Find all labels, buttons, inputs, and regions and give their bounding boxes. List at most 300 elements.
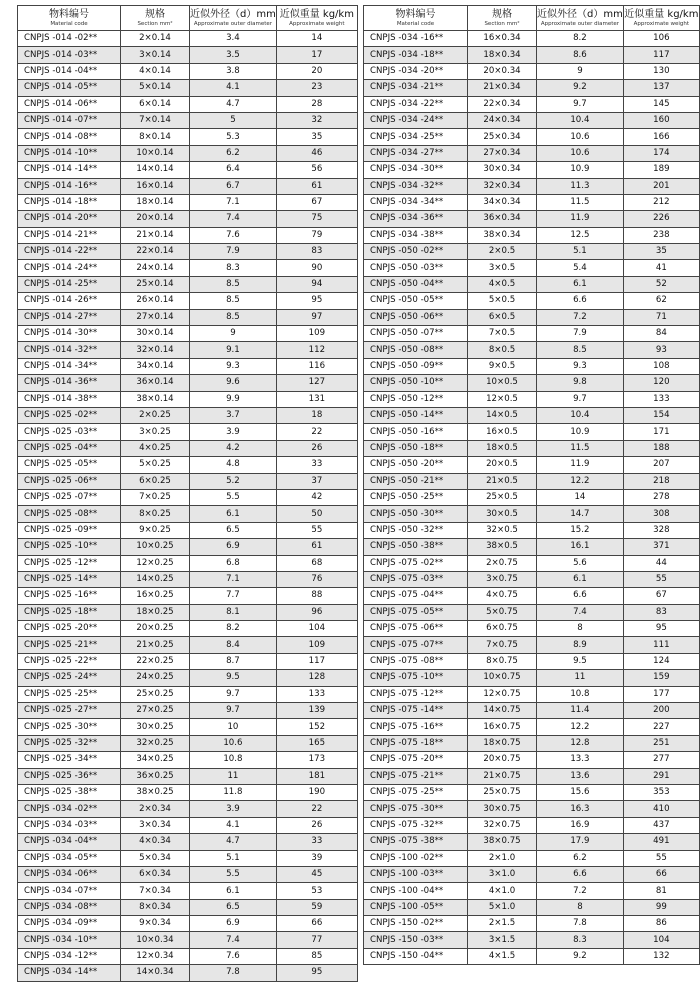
cell-weight: 371 [623, 539, 699, 555]
cell-outer-diameter: 14 [537, 489, 624, 505]
cell-outer-diameter: 11.3 [537, 178, 624, 194]
cell-section: 32×0.5 [468, 522, 537, 538]
table-row [18, 866, 358, 882]
table-row [18, 752, 358, 768]
cell-material-code: CNPJS -050 -07** [364, 326, 468, 342]
cell-outer-diameter: 8.2 [190, 621, 277, 637]
cell-section: 20×0.75 [468, 752, 537, 768]
cell-weight: 124 [623, 653, 699, 669]
cell-weight: 112 [276, 342, 357, 358]
cell-outer-diameter: 6.1 [190, 506, 277, 522]
table-row [364, 670, 700, 686]
cell-weight: 93 [623, 342, 699, 358]
cell-outer-diameter: 8.7 [190, 653, 277, 669]
cell-section: 4×0.34 [121, 834, 190, 850]
cell-section: 16×0.14 [121, 178, 190, 194]
cell-section: 32×0.75 [468, 817, 537, 833]
cell-weight: 41 [623, 260, 699, 276]
cell-outer-diameter: 10.4 [537, 112, 624, 128]
cell-outer-diameter: 10.6 [190, 735, 277, 751]
cell-outer-diameter: 7.1 [190, 194, 277, 210]
cell-material-code: CNPJS -050 -03** [364, 260, 468, 276]
cell-section: 10×0.5 [468, 375, 537, 391]
table-row [364, 473, 700, 489]
cell-weight: 133 [623, 391, 699, 407]
cell-weight: 44 [623, 555, 699, 571]
table-row [364, 899, 700, 915]
table-row [18, 522, 358, 538]
cell-weight: 66 [623, 866, 699, 882]
table-row [18, 473, 358, 489]
table-row [364, 883, 700, 899]
cell-material-code: CNPJS -025 -21** [18, 637, 121, 653]
cell-weight: 59 [276, 899, 357, 915]
cell-weight: 99 [623, 899, 699, 915]
table-row [364, 719, 700, 735]
table-row [18, 604, 358, 620]
cell-material-code: CNPJS -025 -25** [18, 686, 121, 702]
table-row [18, 506, 358, 522]
cell-material-code: CNPJS -050 -12** [364, 391, 468, 407]
cell-outer-diameter: 11 [537, 670, 624, 686]
cell-material-code: CNPJS -014 -07** [18, 112, 121, 128]
cell-outer-diameter: 10.8 [190, 752, 277, 768]
cell-outer-diameter: 10.4 [537, 407, 624, 423]
cell-weight: 131 [276, 391, 357, 407]
cell-outer-diameter: 9 [190, 326, 277, 342]
cell-material-code: CNPJS -050 -02** [364, 244, 468, 260]
cell-material-code: CNPJS -014 -38** [18, 391, 121, 407]
cell-outer-diameter: 3.8 [190, 63, 277, 79]
cell-material-code: CNPJS -075 -08** [364, 653, 468, 669]
cell-outer-diameter: 9.6 [190, 375, 277, 391]
header-weight: 近似重量 kg/km Approximate weight [623, 6, 699, 31]
table-row [364, 293, 700, 309]
cell-outer-diameter: 12.2 [537, 473, 624, 489]
table-row [364, 834, 700, 850]
cell-weight: 88 [276, 588, 357, 604]
cell-outer-diameter: 9.2 [537, 80, 624, 96]
cell-section: 18×0.25 [121, 604, 190, 620]
cell-material-code: CNPJS -075 -30** [364, 801, 468, 817]
cell-material-code: CNPJS -014 -25** [18, 276, 121, 292]
cell-weight: 26 [276, 440, 357, 456]
table-row [18, 817, 358, 833]
table-row [364, 358, 700, 374]
cell-weight: 159 [623, 670, 699, 686]
cell-section: 38×0.5 [468, 539, 537, 555]
cell-section: 22×0.34 [468, 96, 537, 112]
cell-weight: 61 [276, 539, 357, 555]
cell-weight: 104 [623, 932, 699, 948]
cell-weight: 35 [276, 129, 357, 145]
cell-material-code: CNPJS -050 -32** [364, 522, 468, 538]
cell-outer-diameter: 7.1 [190, 571, 277, 587]
cell-outer-diameter: 7.4 [190, 211, 277, 227]
cell-weight: 37 [276, 473, 357, 489]
cell-weight: 171 [623, 424, 699, 440]
cell-material-code: CNPJS -034 -32** [364, 178, 468, 194]
cell-outer-diameter: 8.2 [537, 31, 624, 47]
table-row [18, 211, 358, 227]
cell-outer-diameter: 6.5 [190, 899, 277, 915]
cell-section: 3×1.0 [468, 866, 537, 882]
cell-material-code: CNPJS -034 -25** [364, 129, 468, 145]
cell-material-code: CNPJS -050 -16** [364, 424, 468, 440]
table-row [18, 276, 358, 292]
cell-material-code: CNPJS -014 -16** [18, 178, 121, 194]
cell-weight: 83 [623, 604, 699, 620]
cell-section: 3×0.34 [121, 817, 190, 833]
cell-material-code: CNPJS -050 -04** [364, 276, 468, 292]
cell-section: 34×0.25 [121, 752, 190, 768]
cell-section: 7×0.14 [121, 112, 190, 128]
table-row [18, 948, 358, 964]
cell-outer-diameter: 7.7 [190, 588, 277, 604]
table-row [18, 162, 358, 178]
cell-material-code: CNPJS -050 -30** [364, 506, 468, 522]
cell-material-code: CNPJS -025 -09** [18, 522, 121, 538]
cell-material-code: CNPJS -014 -05** [18, 80, 121, 96]
table-row [18, 457, 358, 473]
table-header-row [364, 6, 700, 31]
cell-material-code: CNPJS -075 -07** [364, 637, 468, 653]
cell-material-code: CNPJS -014 -32** [18, 342, 121, 358]
cell-weight: 130 [623, 63, 699, 79]
cell-outer-diameter: 5.1 [537, 244, 624, 260]
table-row [18, 440, 358, 456]
cell-material-code: CNPJS -050 -25** [364, 489, 468, 505]
header-weight: 近似重量 kg/km Approximate weight [276, 6, 357, 31]
cell-weight: 75 [276, 211, 357, 227]
cell-material-code: CNPJS -025 -20** [18, 621, 121, 637]
cell-outer-diameter: 8.3 [190, 260, 277, 276]
cell-section: 7×0.75 [468, 637, 537, 653]
cell-section: 8×0.34 [121, 899, 190, 915]
table-row [18, 145, 358, 161]
cell-material-code: CNPJS -034 -09** [18, 916, 121, 932]
cell-material-code: CNPJS -034 -04** [18, 834, 121, 850]
table-row [364, 407, 700, 423]
cell-section: 25×0.5 [468, 489, 537, 505]
cell-outer-diameter: 8.4 [190, 637, 277, 653]
cell-material-code: CNPJS -100 -03** [364, 866, 468, 882]
cell-section: 18×0.34 [468, 47, 537, 63]
cell-material-code: CNPJS -034 -12** [18, 948, 121, 964]
table-row [18, 227, 358, 243]
cell-section: 36×0.25 [121, 768, 190, 784]
spec-table-left [17, 5, 358, 982]
cell-section: 32×0.14 [121, 342, 190, 358]
table-row [18, 834, 358, 850]
cell-material-code: CNPJS -025 -36** [18, 768, 121, 784]
spec-table-right-body [364, 31, 700, 965]
cell-section: 7×0.5 [468, 326, 537, 342]
cell-section: 38×0.34 [468, 227, 537, 243]
cell-section: 21×0.75 [468, 768, 537, 784]
cell-section: 20×0.34 [468, 63, 537, 79]
table-row [18, 801, 358, 817]
cell-section: 25×0.25 [121, 686, 190, 702]
table-row [364, 932, 700, 948]
cell-outer-diameter: 5.4 [537, 260, 624, 276]
cell-material-code: CNPJS -025 -03** [18, 424, 121, 440]
cell-outer-diameter: 3.9 [190, 801, 277, 817]
cell-section: 16×0.75 [468, 719, 537, 735]
cell-weight: 95 [276, 965, 357, 981]
cell-weight: 55 [276, 522, 357, 538]
cell-weight: 81 [623, 883, 699, 899]
cell-weight: 55 [623, 571, 699, 587]
cell-material-code: CNPJS -034 -22** [364, 96, 468, 112]
table-row [364, 63, 700, 79]
cell-material-code: CNPJS -075 -05** [364, 604, 468, 620]
cell-outer-diameter: 6.9 [190, 539, 277, 555]
cell-outer-diameter: 7.6 [190, 948, 277, 964]
cell-weight: 137 [623, 80, 699, 96]
cell-weight: 190 [276, 784, 357, 800]
cell-section: 7×0.34 [121, 883, 190, 899]
cell-section: 3×0.14 [121, 47, 190, 63]
cell-material-code: CNPJS -075 -03** [364, 571, 468, 587]
cell-outer-diameter: 8.5 [190, 309, 277, 325]
table-row [364, 194, 700, 210]
cell-outer-diameter: 4.1 [190, 817, 277, 833]
cell-section: 5×0.25 [121, 457, 190, 473]
cell-section: 12×0.34 [121, 948, 190, 964]
cell-outer-diameter: 7.9 [190, 244, 277, 260]
cell-weight: 96 [276, 604, 357, 620]
table-row [364, 735, 700, 751]
table-row [364, 522, 700, 538]
cell-outer-diameter: 16.3 [537, 801, 624, 817]
cell-material-code: CNPJS -014 -08** [18, 129, 121, 145]
cell-section: 26×0.14 [121, 293, 190, 309]
cell-weight: 71 [623, 309, 699, 325]
cell-outer-diameter: 3.4 [190, 31, 277, 47]
cell-material-code: CNPJS -075 -20** [364, 752, 468, 768]
cell-material-code: CNPJS -034 -21** [364, 80, 468, 96]
cell-material-code: CNPJS -075 -38** [364, 834, 468, 850]
cell-weight: 39 [276, 850, 357, 866]
cell-weight: 108 [623, 358, 699, 374]
cell-outer-diameter: 8 [537, 621, 624, 637]
table-row [18, 96, 358, 112]
cell-outer-diameter: 11.4 [537, 703, 624, 719]
cell-material-code: CNPJS -034 -18** [364, 47, 468, 63]
table-row [18, 653, 358, 669]
cell-weight: 491 [623, 834, 699, 850]
cell-outer-diameter: 6.6 [537, 293, 624, 309]
cell-section: 5×0.14 [121, 80, 190, 96]
cell-weight: 104 [276, 621, 357, 637]
table-row [18, 63, 358, 79]
cell-outer-diameter: 9.8 [537, 375, 624, 391]
table-row [364, 211, 700, 227]
cell-outer-diameter: 13.6 [537, 768, 624, 784]
cell-outer-diameter: 4.2 [190, 440, 277, 456]
table-row [364, 440, 700, 456]
cell-weight: 120 [623, 375, 699, 391]
cell-material-code: CNPJS -014 -18** [18, 194, 121, 210]
cell-material-code: CNPJS -075 -16** [364, 719, 468, 735]
cell-weight: 111 [623, 637, 699, 653]
cell-outer-diameter: 16.1 [537, 539, 624, 555]
cell-material-code: CNPJS -034 -08** [18, 899, 121, 915]
table-row [18, 719, 358, 735]
table-row [18, 883, 358, 899]
table-row [18, 129, 358, 145]
cell-material-code: CNPJS -075 -12** [364, 686, 468, 702]
cell-material-code: CNPJS -025 -14** [18, 571, 121, 587]
cell-outer-diameter: 6.5 [190, 522, 277, 538]
table-row [18, 489, 358, 505]
table-row [18, 965, 358, 981]
cell-section: 8×0.14 [121, 129, 190, 145]
cell-weight: 308 [623, 506, 699, 522]
table-row [18, 850, 358, 866]
table-row [364, 571, 700, 587]
table-row [364, 96, 700, 112]
cell-outer-diameter: 9.3 [537, 358, 624, 374]
cell-outer-diameter: 9.5 [537, 653, 624, 669]
cell-section: 6×0.75 [468, 621, 537, 637]
cell-weight: 52 [623, 276, 699, 292]
cell-weight: 35 [623, 244, 699, 260]
cell-outer-diameter: 3.9 [190, 424, 277, 440]
table-row [364, 686, 700, 702]
cell-outer-diameter: 6.6 [537, 866, 624, 882]
cell-outer-diameter: 11.5 [537, 440, 624, 456]
header-section: 规格 Section mm² [121, 6, 190, 31]
cell-section: 12×0.25 [121, 555, 190, 571]
table-row [18, 784, 358, 800]
cell-section: 34×0.14 [121, 358, 190, 374]
cell-material-code: CNPJS -075 -04** [364, 588, 468, 604]
cell-material-code: CNPJS -100 -04** [364, 883, 468, 899]
cell-outer-diameter: 17.9 [537, 834, 624, 850]
table-row [364, 604, 700, 620]
cell-outer-diameter: 8.5 [537, 342, 624, 358]
cell-material-code: CNPJS -034 -36** [364, 211, 468, 227]
cell-section: 30×0.14 [121, 326, 190, 342]
cell-outer-diameter: 8.1 [190, 604, 277, 620]
cell-section: 22×0.14 [121, 244, 190, 260]
cell-weight: 227 [623, 719, 699, 735]
table-row [364, 768, 700, 784]
cell-outer-diameter: 4.7 [190, 834, 277, 850]
cell-outer-diameter: 11.5 [537, 194, 624, 210]
cell-material-code: CNPJS -025 -30** [18, 719, 121, 735]
cell-outer-diameter: 6.2 [537, 850, 624, 866]
cell-section: 18×0.14 [121, 194, 190, 210]
table-row [18, 47, 358, 63]
cell-weight: 188 [623, 440, 699, 456]
cell-material-code: CNPJS -025 -38** [18, 784, 121, 800]
cell-material-code: CNPJS -014 -30** [18, 326, 121, 342]
cell-weight: 66 [276, 916, 357, 932]
cell-section: 9×0.34 [121, 916, 190, 932]
cell-section: 4×1.0 [468, 883, 537, 899]
cell-section: 5×1.0 [468, 899, 537, 915]
table-row [18, 899, 358, 915]
cell-material-code: CNPJS -050 -21** [364, 473, 468, 489]
table-row [18, 391, 358, 407]
cell-outer-diameter: 13.3 [537, 752, 624, 768]
cell-material-code: CNPJS -034 -02** [18, 801, 121, 817]
cell-outer-diameter: 11.8 [190, 784, 277, 800]
cell-outer-diameter: 10.9 [537, 424, 624, 440]
cell-section: 36×0.14 [121, 375, 190, 391]
table-row [18, 735, 358, 751]
cell-weight: 18 [276, 407, 357, 423]
table-row [18, 703, 358, 719]
cell-weight: 55 [623, 850, 699, 866]
table-row [18, 31, 358, 47]
cell-outer-diameter: 3.5 [190, 47, 277, 63]
cell-weight: 56 [276, 162, 357, 178]
cell-material-code: CNPJS -034 -27** [364, 145, 468, 161]
cell-material-code: CNPJS -014 -22** [18, 244, 121, 260]
cell-section: 32×0.25 [121, 735, 190, 751]
cell-outer-diameter: 9.7 [190, 686, 277, 702]
cell-section: 18×0.5 [468, 440, 537, 456]
cell-outer-diameter: 8.3 [537, 932, 624, 948]
cell-material-code: CNPJS -075 -21** [364, 768, 468, 784]
cell-section: 32×0.34 [468, 178, 537, 194]
cell-weight: 353 [623, 784, 699, 800]
table-row [364, 342, 700, 358]
cell-material-code: CNPJS -075 -02** [364, 555, 468, 571]
cell-weight: 45 [276, 866, 357, 882]
table-row [364, 801, 700, 817]
cell-material-code: CNPJS -025 -06** [18, 473, 121, 489]
cell-weight: 32 [276, 112, 357, 128]
cell-outer-diameter: 8.6 [537, 47, 624, 63]
cell-section: 2×0.25 [121, 407, 190, 423]
cell-material-code: CNPJS -014 -26** [18, 293, 121, 309]
cell-weight: 181 [276, 768, 357, 784]
cell-weight: 23 [276, 80, 357, 96]
cell-section: 9×0.25 [121, 522, 190, 538]
cell-section: 25×0.75 [468, 784, 537, 800]
cell-material-code: CNPJS -150 -04** [364, 948, 468, 964]
cell-outer-diameter: 11.9 [537, 211, 624, 227]
cell-section: 22×0.25 [121, 653, 190, 669]
table-row [364, 703, 700, 719]
cell-section: 10×0.25 [121, 539, 190, 555]
cell-outer-diameter: 11 [190, 768, 277, 784]
cell-section: 12×0.75 [468, 686, 537, 702]
cell-outer-diameter: 4.8 [190, 457, 277, 473]
cell-material-code: CNPJS -025 -32** [18, 735, 121, 751]
cell-weight: 200 [623, 703, 699, 719]
cell-section: 7×0.25 [121, 489, 190, 505]
cell-section: 10×0.75 [468, 670, 537, 686]
table-row [18, 112, 358, 128]
cell-section: 3×0.25 [121, 424, 190, 440]
cell-material-code: CNPJS -034 -20** [364, 63, 468, 79]
table-row [364, 850, 700, 866]
cell-weight: 117 [276, 653, 357, 669]
cell-section: 2×1.0 [468, 850, 537, 866]
cell-section: 25×0.14 [121, 276, 190, 292]
cell-material-code: CNPJS -100 -02** [364, 850, 468, 866]
table-row [18, 326, 358, 342]
cell-weight: 22 [276, 424, 357, 440]
table-row [364, 47, 700, 63]
cell-material-code: CNPJS -075 -14** [364, 703, 468, 719]
